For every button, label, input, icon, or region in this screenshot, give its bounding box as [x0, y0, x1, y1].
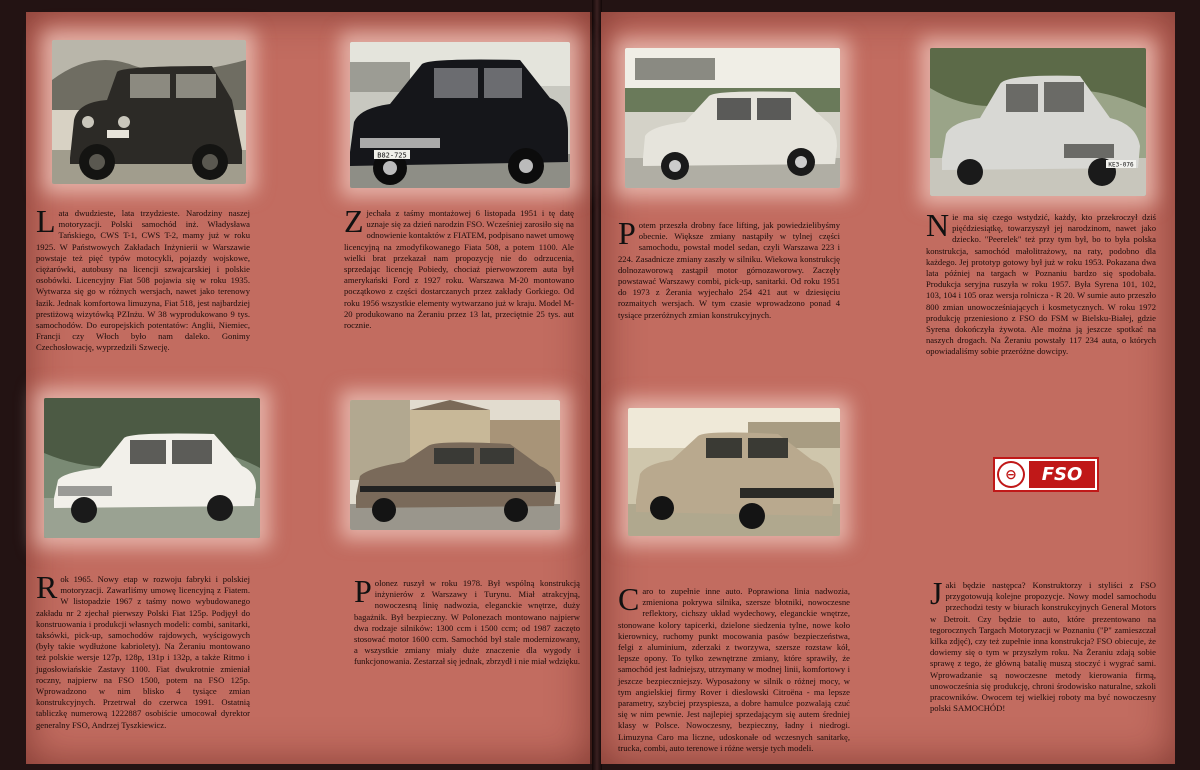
paragraph-caro [618, 581, 850, 754]
paragraph-polonez [354, 573, 580, 668]
photo-syrena [930, 48, 1146, 196]
fso-logo [993, 457, 1099, 492]
paragraph-body: ie ma się czego wstydzić, każdy, kto przekroczył dziś pięćdziesiątkę, towarzyszył jej narodzinom, nawet jako dziecko. "Peerelek" też przy tym był, bo to była polska konstrukcja, samochód małolitrażowy, na raty, podobno dla każdego. Jej prototyp gotowy był już w roku 1953. Pokazana dwa lata później na targach w Poznaniu bardzo się spodobała. Produkcja seryjna ruszyła w roku 1957. Była Syrena 101, 102, 103, 104 i 105 oraz wersja rolnicza - R 20. W sumie auto przeszło 800 zmian unowocześniających i kosmetycznych. W roku 1972 produkcję przeniesiono z FSO do FSM w Bielsku-Białej, gdzie Syrena dokończyła żywota. Ale można ją jeszcze spotkać na naszych drogach. Na Żeraniu powstały 117 234 auta, o których opowiadaliśmy sobie przeróżne dowcipy. [926, 212, 1156, 357]
photo-fiat-508 [52, 40, 246, 184]
dropcap: R [36, 569, 58, 605]
paragraph-body: jechała z taśmy montażowej 6 listopada 1951 i tę datę uznaje się za dzień narodzin FSO. Wcześniej zarosiło się na odnowienie kontaktów z FIATEM, podpisano nawet umowę licencyjną na zmodyfikowanego Fiata 508, a potem 1100. Ale wielki brat przekazał nam propozycję nie do odrzucenia, sprzedając licencję Pobiedy, chociaż pierwowzorem auta był amerykański Ford z 1927 roku. Warszawa M-20 montowano początkowo z części dostarczanych przez zakłady Gorkiego. Od roku 1956 wszystkie elementy wytwarzano już w kraju. Model M-20 produkowano na Żeraniu przez 13 lat, przeciętnie 25 tys. aut rocznie. [344, 208, 574, 331]
paragraph-body: aki będzie następca? Konstruktorzy i styliści z FSO przygotowują kolejne propozycje. Nowy model samochodu przechodzi testy w biurach konstrukcyjnych General Motors w Detroit. Czy będzie to auto, które prezentowano na tegorocznych Targach Motoryzacji w Poznaniu ("P" zamieszczał kilka zdjęć), czy też zupełnie inna konstrukcja? FSO obiecuje, że dowiemy się o tym w przyszłym roku. Na Żeraniu zdają sobie sprawę z tego, że główną batalię muszą stoczyć i wygrać sami. Wprowadzanie są nowoczesne metody kierowania firmą, unowocześnia się produkcję, chroni środowisko naturalne, szkoli pracowników. Owocem tej wielkiej roboty ma być nowoczesny polski SAMOCHÓD! [930, 580, 1156, 714]
photo-warszawa-223 [625, 48, 840, 188]
dropcap: J [930, 575, 943, 611]
dropcap: Z [344, 203, 364, 239]
warszawa-plate: B82-725 [377, 151, 407, 160]
dropcap: L [36, 203, 56, 239]
fso-emblem-icon: ⊖ [997, 461, 1025, 488]
dropcap: C [618, 581, 640, 617]
paragraph-body: otem przeszła drobny face lifting, jak powiedzielibyśmy obecnie. Większe zmiany nastąpiły w tylnej części samochodu, powstał model sedan, czyli Warszawa 223 i 224. Zasadnicze zmiany zaszły w silniku. Wiekowa konstrukcję dolnozaworową zastąpił motor górnozaworowy. Zaczęły powstawać Warszawy combi, pick-up, sanitarki. Od roku 1951 do 1973 z Żerania wyjechało 254 421 aut w dziesięciu rozmaitych wersjach. W tym czasie wprowadzono ponad 4 tysiące przeróżnych zmian konstrukcyjnych. [618, 220, 840, 320]
paragraph-warszawa-223 [618, 215, 840, 321]
paragraph-warszawa-m20 [344, 203, 574, 331]
photo-polonez-caro [628, 408, 840, 536]
paragraph-future [930, 575, 1156, 714]
paragraph-body: olonez ruszył w roku 1978. Był wspólną konstrukcją inżynierów z Warszawy i Turynu. Miał atrakcyjną, nowoczesną linię nadwozia, eleganckie wnętrze, duży bagażnik. Był bezpieczny. W Polonezach montowano najpierw dwa rodzaje silników: 1300 ccm i 1500 ccm; od 1987 zaczęto stosować motor 1600 ccm. Samochód był stale modernizowany, a wszystkie zmiany miały duże znaczenie dla wygody i funkcjonowania. Zestarzał się jednak, zbrzydł i nie miał wdzięku. [354, 578, 580, 667]
fso-logo-text: FSO [1029, 461, 1095, 488]
paragraph-interwar [36, 203, 250, 354]
paragraph-syrena [926, 207, 1156, 358]
paragraph-body: ok 1965. Nowy etap w rozwoju fabryki i polskiej motoryzacji. Zawarliśmy umowę licencyjną z Fiatem. W listopadzie 1967 z taśmy nowo wybudowanego zakładu nr 2 zjechał pierwszy Polski Fiat 125p. Podjęył do konstruowania i produkcji własnych modeli: combi, sanitarki, taksówki, pick-up, samochodów rajdowych, wyścigowych (były takie wydłużone kabriolety). Na Żeraniu montowano też polskie wersje 127p, 128p, 131p i 132p, a także Ritmo i jugosłowiańskie Zastavy 1100. Fiat dwukrotnie zmieniał roczny, najpierw na FSO 1500, potem na FSO 125p. Wprowadzono w nim blisko 4 tysiące zmian konstrukcyjnych. Przetrwał do czerwca 1991. Ostatnią tabliczkę numerową 1222887 osobiście umocował dyrektor generalny FSO, Andrzej Tyszkiewicz. [36, 574, 250, 730]
syrena-plate: KE3-076 [1108, 161, 1134, 169]
paragraph-body: ata dwudzieste, lata trzydzieste. Narodziny naszej motoryzacji. Polski samochód inż. Władysława Tańskiego, CWS T-1, CWS T-2, mamy już w roku 1925. W Państwowych Zakładach Inżynierii w Warszawie powstaje też pięć typów motocykli, pojazdy wojskowe, ciężarówki, autobusy na licencji szwajcarskiej i polskie osobówki. Licencyjny Fiat 508 pojawia się w roku 1935. Wytwarza się go w różnych wersjach, nawet jako terenowy łazik. Jednak komfortowa limuzyna, Fiat 518, jest najbardziej prestiżową wizytówką PZInżu. W 38 wyprodukowano 9 tys. samochodów. Do europejskich potentatów: Anglii, Niemiec, Francji czy Włoch było nam daleko. Gonimy Czechosłowację, wyprzedzili Szwecję. [36, 208, 250, 353]
dropcap: P [618, 215, 636, 251]
paragraph-fiat-125p [36, 569, 250, 731]
photo-warszawa-m20 [350, 42, 570, 188]
photo-fiat-125p [44, 398, 260, 538]
dropcap: N [926, 207, 950, 243]
paragraph-body: aro to zupełnie inne auto. Poprawiona linia nadwozia, zmieniona pokrywa silnika, szersze błotniki, nowoczesne reflektory, cichszy układ wydechowy, eleganckie wnętrze, stonowane kolory tapicerki, dzielone siedzenia tylne, nowe koło kierownicy, ruchomy punkt mocowania pasów bezpieczeństwa, felgi z aluminium, zderzaki z tworzywa, szersze rozstaw kół, lepsze opony. To tylko zewnętrzne zmiany, które sprawiły, że samochód jest ładniejszy, utrzymany w modnej linii, komfortowy i jeszcze bezpieczniejszy. Wyposażony w silnik o różnej mocy, w tym angielskiej firmy Rover i dieslowski Citroëna - ma lepsze parametry, szybciej przyspiesza, a dobre hamulce pozwalają czuć się w nim pewnie. Jest najlepiej sprzedającym się autem średniej klasy w Polsce. Nowoczesny, bezpieczny, ładny i niedrogi. Limuzyna Caro ma liczne, udoskonałe od wczesnych sanitarkę, trucka, combi, auto terenowe i różne wersje tych modeli. [618, 586, 850, 753]
dropcap: P [354, 573, 372, 609]
photo-polonez [350, 400, 560, 530]
